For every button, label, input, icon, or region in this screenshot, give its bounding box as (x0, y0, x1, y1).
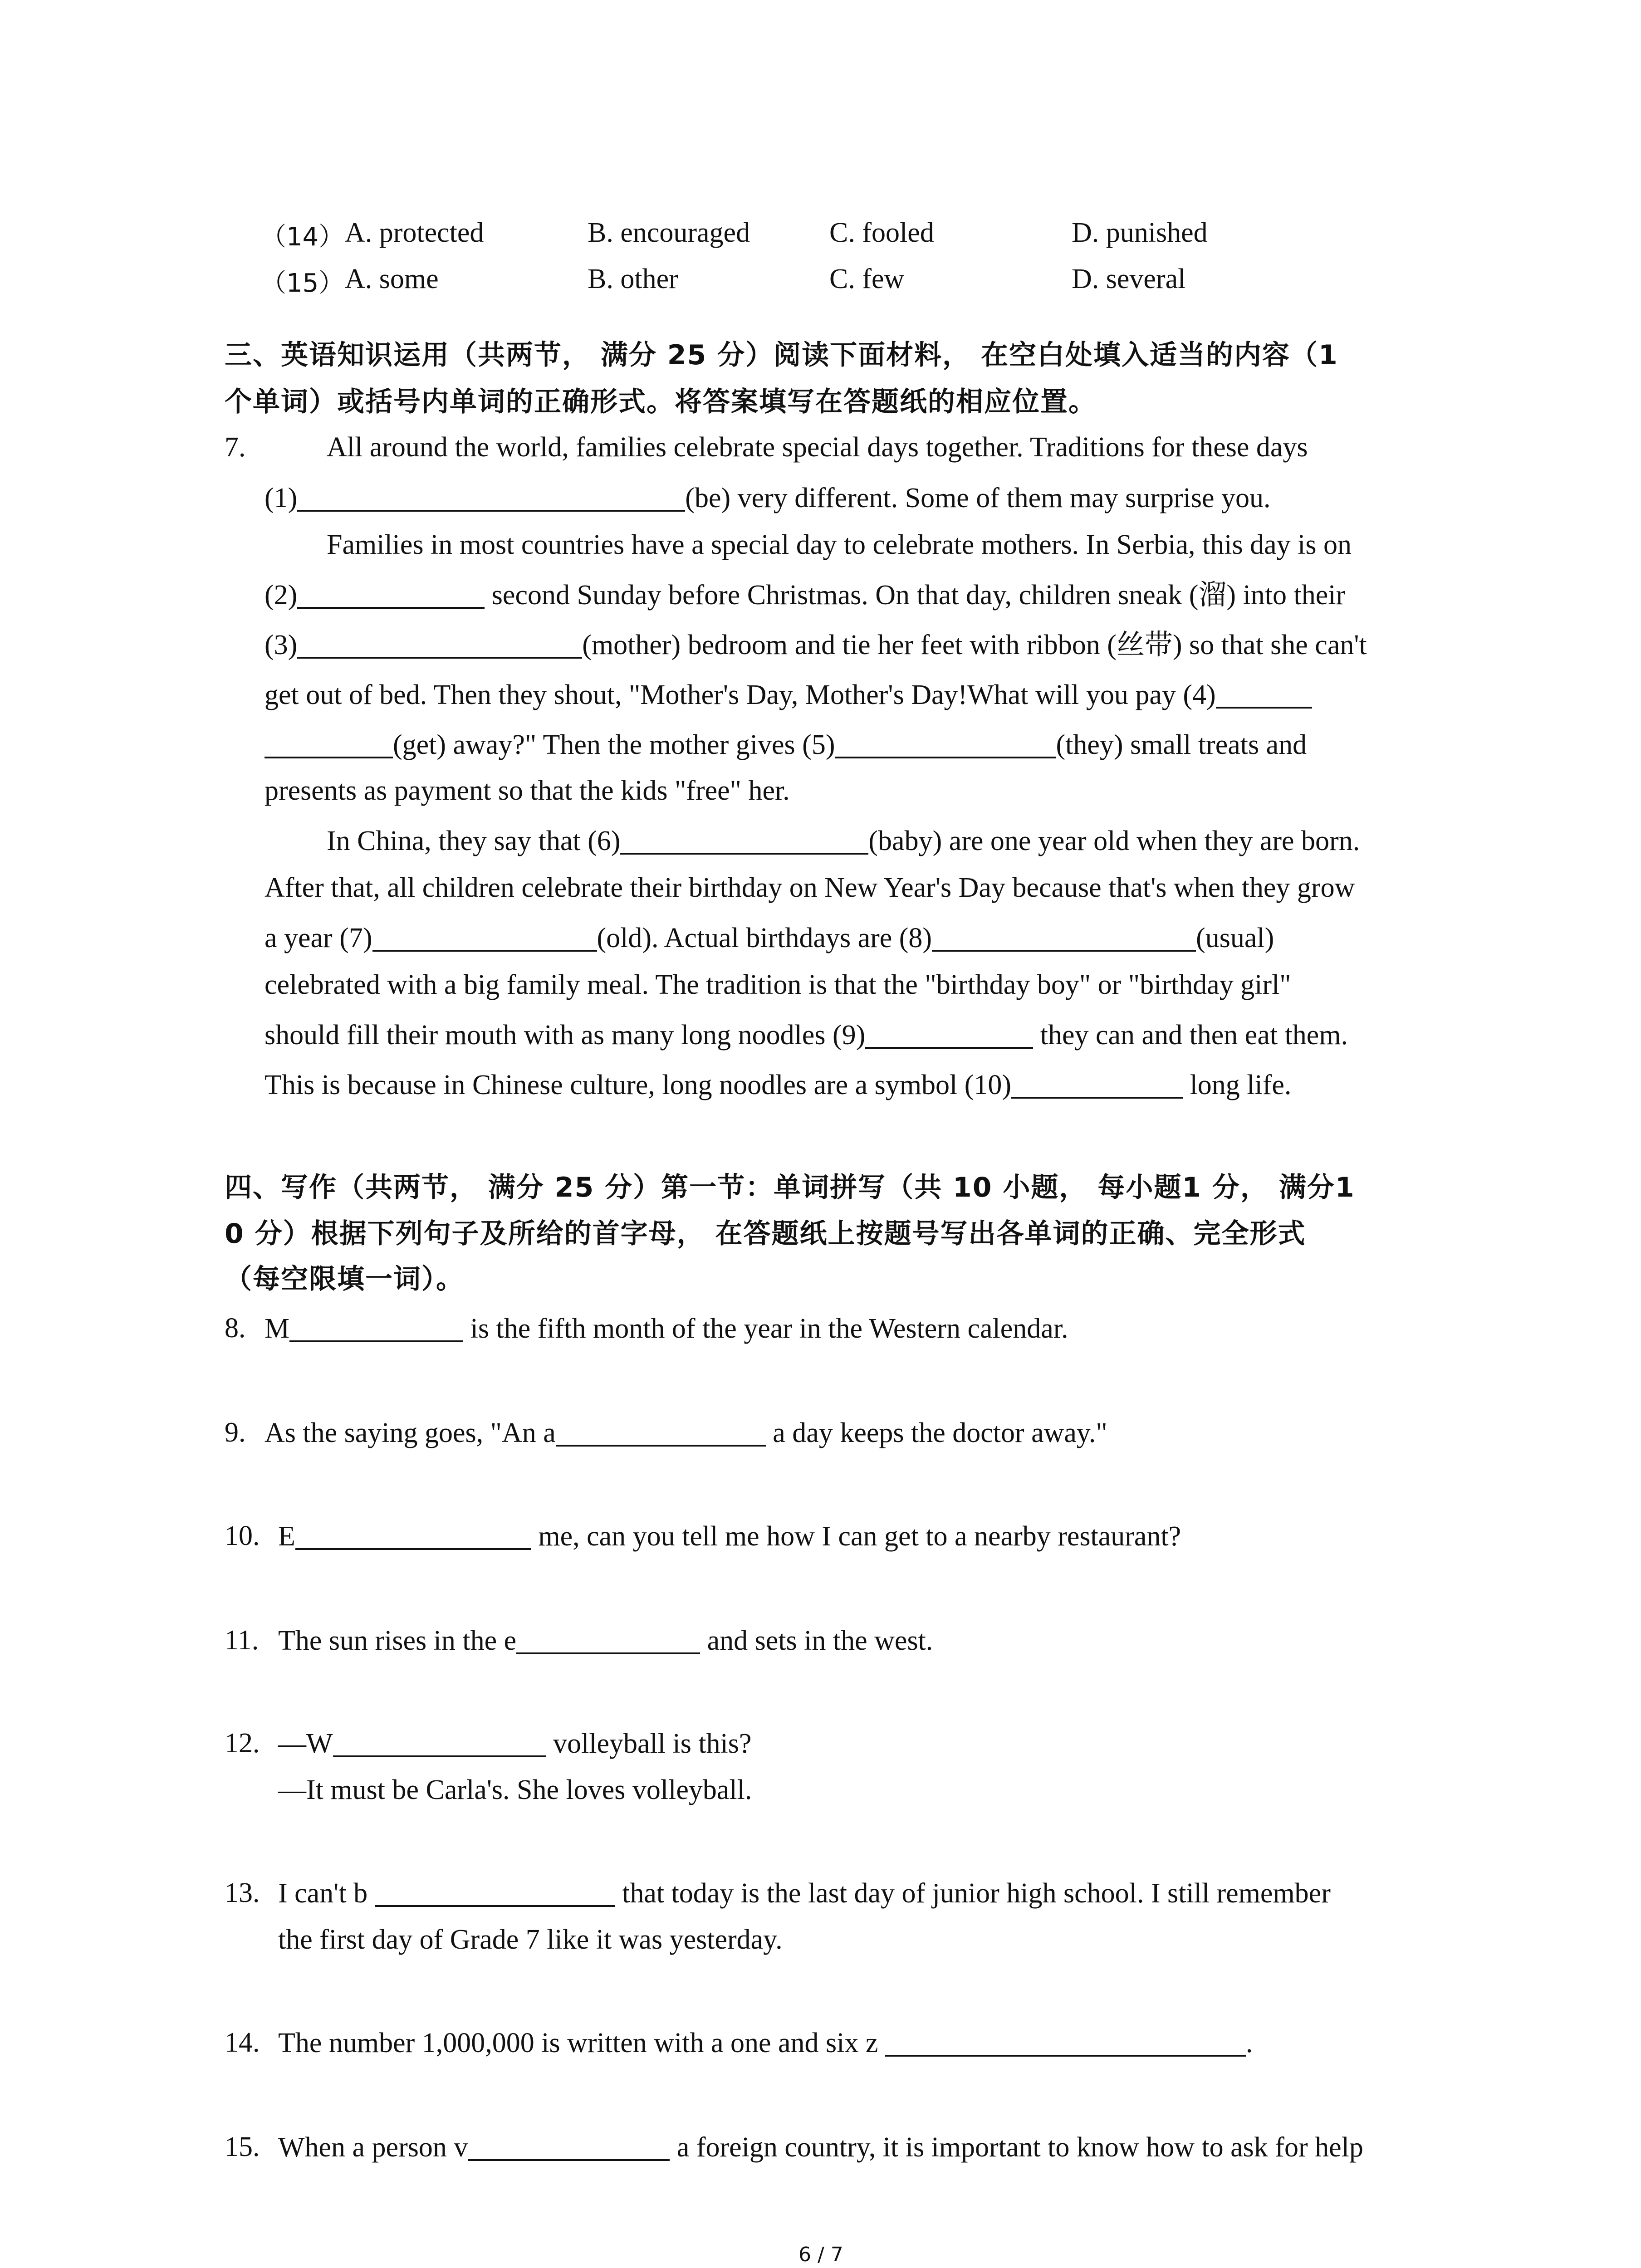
passage-line: All around the world, families celebrate special days together. Traditions for these days (327, 432, 1308, 463)
passage-line: This is because in Chinese culture, long noodles are a symbol (10) long life. (265, 1070, 1292, 1100)
answer-blank[interactable] (885, 2028, 1246, 2057)
passage-line: a year (7) (old). Actual birthdays are (8) (usual) (265, 923, 1274, 953)
answer-blank[interactable] (516, 1626, 700, 1654)
answer-blank[interactable] (556, 1418, 766, 1447)
blank-8[interactable] (932, 924, 1196, 952)
question-number: 14. (225, 2027, 260, 2058)
passage-line: get out of bed. Then they shout, "Mother's Day, Mother's Day!What will you pay (4) (265, 680, 1312, 709)
blank-9[interactable] (865, 1021, 1033, 1049)
section-4-heading-line-3: （每空限填一词）。 (225, 1263, 464, 1295)
blank-7[interactable] (372, 924, 597, 952)
page-number: 6 / 7 (798, 2243, 843, 2266)
mc-option-b: B. other (588, 264, 678, 294)
question-text: When a person v a foreign country, it is important to know how to ask for help (278, 2132, 1363, 2163)
question-text: The number 1,000,000 is written with a one and six z . (278, 2028, 1253, 2058)
passage-line: In China, they say that (6) (baby) are one year old when they are born. (327, 826, 1360, 856)
passage-line: celebrated with a big family meal. The tradition is that the "birthday boy" or "birthday girl" (265, 969, 1291, 1000)
mc-option-d: D. several (1072, 264, 1186, 294)
passage-line: (1) (be) very different. Some of them may surprise you. (265, 483, 1271, 513)
answer-blank[interactable] (375, 1879, 615, 1907)
passage-line: (3) (mother) bedroom and tie her feet with ribbon (丝带) so that she can't (265, 630, 1367, 660)
blank-1[interactable] (297, 484, 685, 512)
blank-2[interactable] (297, 581, 485, 609)
question-number: 11. (225, 1625, 259, 1656)
blank-3[interactable] (297, 631, 582, 659)
mc-option-b: B. encouraged (588, 217, 750, 248)
question-text: the first day of Grade 7 like it was yesterday. (278, 1924, 783, 1955)
mc-option-a: A. protected (345, 217, 484, 248)
question-text: M is the fifth month of the year in the Western calendar. (265, 1313, 1068, 1344)
mc-option-d: D. punished (1072, 217, 1208, 248)
question-text: As the saying goes, "An a a day keeps the doctor away." (265, 1418, 1107, 1448)
blank-6[interactable] (620, 826, 868, 855)
mc-number: （14） (261, 222, 344, 252)
question-number: 12. (225, 1728, 260, 1759)
section-3-heading-line-2: 个单词）或括号内单词的正确形式。将答案填写在答题纸的相应位置。 (225, 386, 1097, 418)
answer-blank[interactable] (333, 1729, 546, 1757)
blank-10[interactable] (1011, 1070, 1183, 1099)
question-text: —W volleyball is this? (278, 1728, 752, 1759)
question-text: I can't b that today is the last day of junior high school. I still remember (278, 1878, 1331, 1909)
passage-line: After that, all children celebrate their birthday on New Year's Day because that's when they grow (265, 872, 1355, 903)
blank-4b[interactable] (265, 730, 393, 758)
answer-blank[interactable] (295, 1522, 531, 1550)
question-number: 10. (225, 1520, 260, 1551)
question-number: 9. (225, 1417, 246, 1448)
section-4-heading-line-1: 四、写作（共两节， 满分 25 分）第一节：单词拼写（共 10 小题， 每小题1 分， 满分1 (225, 1172, 1355, 1203)
mc-number: （15） (261, 269, 344, 298)
blank-4a[interactable] (1216, 680, 1312, 709)
section-4-heading-line-2: 0 分）根据下列句子及所给的首字母， 在答题纸上按题号写出各单词的正确、完全形式 (225, 1218, 1306, 1250)
section-3-heading-line-1: 三、英语知识运用（共两节， 满分 25 分）阅读下面材料， 在空白处填入适当的内容（1 (225, 339, 1338, 371)
passage-line: Families in most countries have a special day to celebrate mothers. In Serbia, this day is on (327, 529, 1352, 560)
question-number: 8. (225, 1313, 246, 1344)
question-text: E me, can you tell me how I can get to a nearby restaurant? (278, 1521, 1181, 1552)
blank-5[interactable] (835, 730, 1056, 758)
question-number: 13. (225, 1877, 260, 1908)
mc-option-a: A. some (345, 264, 439, 294)
passage-line: (get) away?" Then the mother gives (5) (they) small treats and (265, 730, 1307, 759)
passage-line: (2) second Sunday before Christmas. On that day, children sneak (溜) into their (265, 580, 1346, 611)
mc-option-c: C. fooled (829, 217, 934, 248)
answer-blank[interactable] (468, 2133, 670, 2161)
question-number: 15. (225, 2131, 260, 2162)
question-text: —It must be Carla's. She loves volleyball. (278, 1774, 752, 1805)
mc-option-c: C. few (829, 264, 905, 294)
question-number: 7. (225, 432, 246, 463)
passage-line: presents as payment so that the kids "free" her. (265, 775, 790, 806)
answer-blank[interactable] (289, 1314, 463, 1342)
question-text: The sun rises in the e and sets in the west. (278, 1625, 933, 1656)
passage-line: should fill their mouth with as many long noodles (9) they can and then eat them. (265, 1020, 1348, 1051)
